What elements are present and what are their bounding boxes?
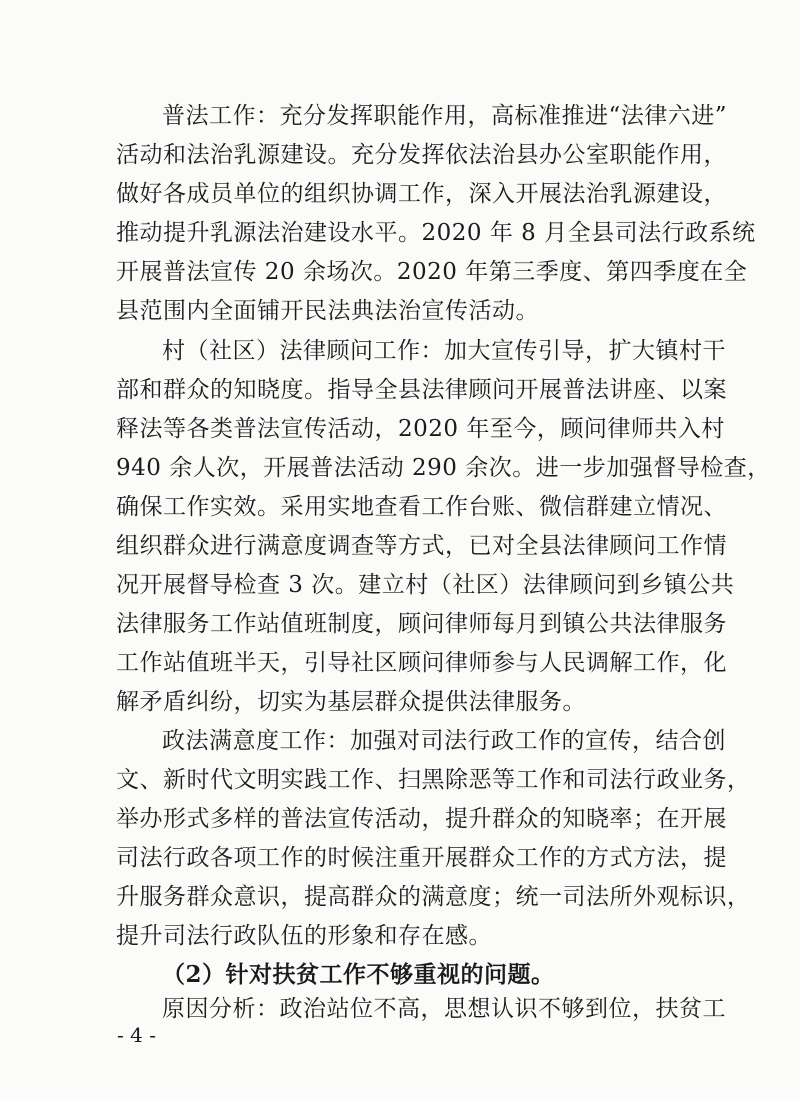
page-number: - 4 -: [117, 1023, 156, 1047]
text-line: 法律服务工作站值班制度，顾问律师每月到镇公共法律服务: [116, 611, 727, 637]
text-line: 况开展督导检查 3 次。建立村（社区）法律顾问到乡镇公共: [116, 572, 735, 598]
text-line: 开展普法宣传 20 余场次。2020 年第三季度、第四季度在全: [116, 259, 748, 285]
text-line: 举办形式多样的普法宣传活动，提升群众的知晓率；在开展: [116, 806, 727, 832]
text-line: 普法工作：充分发挥职能作用，高标准推进“法律六进”: [162, 103, 728, 129]
text-line: 文、新时代文明实践工作、扫黑除恶等工作和司法行政业务，: [116, 767, 751, 793]
text-line: 组织群众进行满意度调查等方式，已对全县法律顾问工作情: [116, 533, 727, 559]
text-line: 推动提升乳源法治建设水平。2020 年 8 月全县司法行政系统: [116, 220, 756, 246]
text-line: 升服务群众意识，提高群众的满意度；统一司法所外观标识，: [116, 884, 751, 910]
text-line: 940 余人次，开展普法活动 290 余次。进一步加强督导检查，: [116, 455, 771, 481]
text-line: 做好各成员单位的组织协调工作，深入开展法治乳源建设，: [116, 181, 727, 207]
text-line: 活动和法治乳源建设。充分发挥依法治县办公室职能作用，: [116, 142, 727, 168]
text-line: 部和群众的知晓度。指导全县法律顾问开展普法讲座、以案: [116, 377, 727, 403]
text-line: 确保工作实效。采用实地查看工作台账、微信群建立情况、: [116, 494, 727, 520]
text-line: 解矛盾纠纷，切实为基层群众提供法律服务。: [116, 689, 586, 715]
text-line: 工作站值班半天，引导社区顾问律师参与人民调解工作，化: [116, 650, 727, 676]
text-line: 村（社区）法律顾问工作：加大宣传引导，扩大镇村干: [162, 338, 726, 364]
text-line: 县范围内全面铺开民法典法治宣传活动。: [116, 298, 539, 324]
text-line: 政法满意度工作：加强对司法行政工作的宣传，结合创: [162, 728, 726, 754]
text-line: 原因分析：政治站位不高，思想认识不够到位，扶贫工: [162, 996, 726, 1022]
text-line: 释法等各类普法宣传活动，2020 年至今，顾问律师共入村: [116, 416, 725, 442]
text-line: 提升司法行政队伍的形象和存在感。: [116, 923, 492, 949]
text-line: 司法行政各项工作的时候注重开展群众工作的方式方法，提: [116, 845, 727, 871]
section-heading: （2）针对扶贫工作不够重视的问题。: [162, 961, 555, 988]
